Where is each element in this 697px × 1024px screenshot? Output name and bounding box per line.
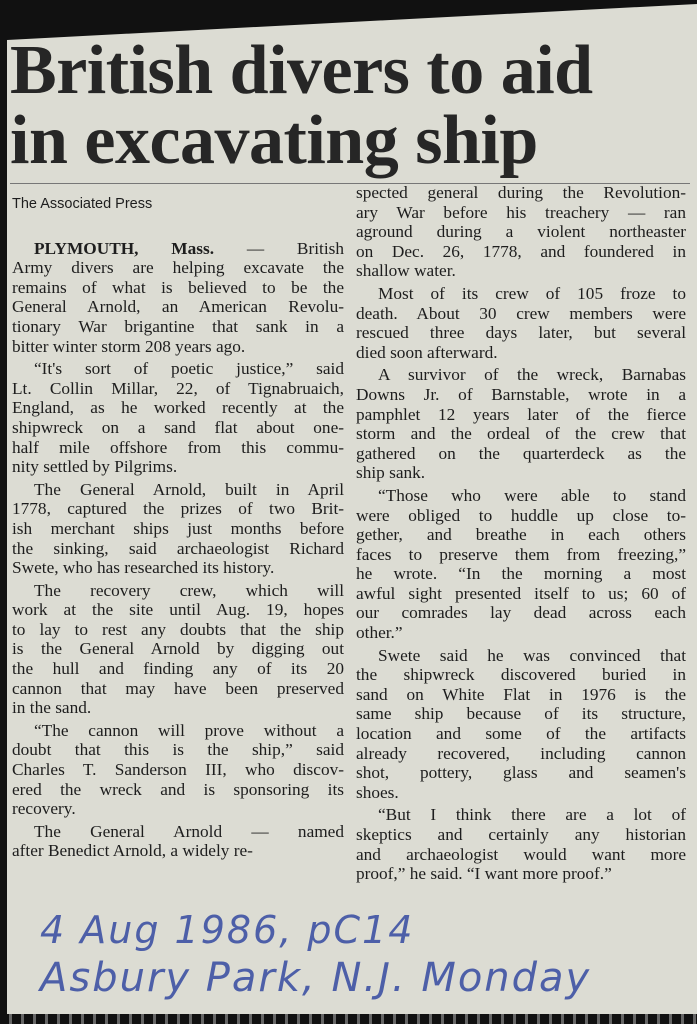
line-text: The General Arnold — named xyxy=(34,821,344,841)
line-text: “It's sort of poetic justice,” said xyxy=(34,359,344,379)
line-text: — British xyxy=(246,238,344,258)
text-line xyxy=(356,744,686,764)
text-line xyxy=(12,258,344,278)
text-line xyxy=(12,799,344,819)
line-text: shoes. xyxy=(356,782,399,802)
line-text: “Those who were able to stand xyxy=(378,485,686,505)
line-text: died soon afterward. xyxy=(356,342,498,362)
line-text: skeptics and certainly any historian xyxy=(356,825,686,844)
text-line xyxy=(12,558,344,578)
text-line xyxy=(12,780,344,800)
text-line xyxy=(12,841,344,861)
text-line xyxy=(12,679,344,699)
text-line xyxy=(356,724,686,744)
text-line xyxy=(12,379,344,399)
scan-bottom-edge xyxy=(0,1014,697,1024)
text-line xyxy=(356,584,686,604)
line-text: in the sand. xyxy=(12,698,92,718)
text-line xyxy=(12,398,344,418)
headline-line-2: in excavating ship xyxy=(10,102,538,179)
line-text: Lt. Collin Millar, 22, of Tignabruaich, xyxy=(12,378,344,398)
headline xyxy=(10,32,690,179)
text-line xyxy=(12,620,344,640)
line-text: location and some of the artifacts xyxy=(356,724,686,744)
text-line xyxy=(356,183,686,203)
line-text: on Dec. 26, 1778, and foundered in xyxy=(356,241,686,261)
handwritten-source-note: Asbury Park, N.J. Monday xyxy=(40,955,592,1001)
line-text: same ship because of its structure, xyxy=(356,704,686,724)
line-text: faces to preserve them from freezing,” xyxy=(356,544,686,564)
line-text: ary War before his treachery — ran xyxy=(356,202,686,222)
text-line xyxy=(356,864,686,884)
text-line xyxy=(356,284,686,304)
article-paragraph xyxy=(12,359,344,477)
line-text: Charles T. Sanderson III, who discov- xyxy=(12,760,344,780)
text-line xyxy=(12,822,344,842)
text-line xyxy=(12,359,344,379)
line-text: Army divers are helping excavate the xyxy=(12,258,344,278)
text-line xyxy=(356,405,686,425)
text-line xyxy=(12,721,344,741)
line-text: remains of what is believed to be the xyxy=(12,277,344,297)
article-paragraph xyxy=(12,721,344,819)
text-line xyxy=(12,438,344,458)
line-text: shot, pottery, glass and seamen's xyxy=(356,763,686,783)
text-line xyxy=(356,424,686,444)
article-paragraph xyxy=(356,486,686,643)
line-text: “But I think there are a lot of xyxy=(378,805,686,825)
article-paragraph xyxy=(356,365,686,483)
dateline: PLYMOUTH, Mass. xyxy=(34,238,215,258)
line-text: the sinking, said archaeologist Richard xyxy=(12,538,344,558)
text-line xyxy=(12,480,344,500)
line-text: Swete said he was convinced that xyxy=(378,645,686,665)
line-text: awful sight presented itself to us; 60 of xyxy=(356,583,686,603)
article-paragraph xyxy=(356,183,686,281)
line-text: tionary War brigantine that sank in a xyxy=(12,316,344,336)
line-text: to lay to rest any doubts that the ship xyxy=(12,619,344,639)
text-line xyxy=(356,506,686,526)
text-line xyxy=(356,665,686,685)
line-text: ship sank. xyxy=(356,463,426,483)
line-text: our comrades lay dead across each xyxy=(356,603,686,623)
line-text: other.” xyxy=(356,623,403,643)
text-line xyxy=(356,763,686,783)
line-text: ish merchant ships just months before xyxy=(12,518,344,538)
line-text: were obliged to huddle up close to- xyxy=(356,505,686,525)
text-line xyxy=(356,203,686,223)
article-paragraph xyxy=(12,581,344,718)
text-line xyxy=(12,519,344,539)
text-line xyxy=(356,525,686,545)
text-line xyxy=(356,261,686,281)
text-line xyxy=(356,385,686,405)
text-line xyxy=(356,845,686,865)
line-text: pamphlet 12 years later of the fierce xyxy=(356,404,686,424)
line-text: ered the wreck and is sponsoring its xyxy=(12,779,344,799)
line-text: the shipwreck discovered buried in xyxy=(356,665,686,685)
text-line xyxy=(12,418,344,438)
headline-line-1: British divers to aid xyxy=(10,32,593,109)
text-line xyxy=(356,646,686,666)
text-line xyxy=(356,323,686,343)
line-text: doubt that this is the ship,” said xyxy=(12,740,344,760)
text-line xyxy=(12,317,344,337)
line-text: he wrote. “In the morning a most xyxy=(356,564,686,584)
line-text: “The cannon will prove without a xyxy=(34,720,344,740)
text-line xyxy=(356,704,686,724)
text-line xyxy=(356,825,686,845)
text-line xyxy=(356,242,686,262)
text-line xyxy=(12,337,344,357)
line-text: Swete, who has researched its history. xyxy=(12,558,275,578)
line-text: A survivor of the wreck, Barnabas xyxy=(378,365,686,385)
line-text: bitter winter storm 208 years ago. xyxy=(12,336,246,356)
text-line xyxy=(12,278,344,298)
text-line xyxy=(356,463,686,483)
text-line xyxy=(12,698,344,718)
line-text: The General Arnold, built in April xyxy=(34,479,344,499)
text-line xyxy=(356,343,686,363)
text-line xyxy=(356,805,686,825)
article-paragraph xyxy=(356,646,686,803)
line-text: is the General Arnold by digging out xyxy=(12,639,344,659)
text-line xyxy=(12,581,344,601)
line-text: half mile offshore from this commu- xyxy=(12,437,344,457)
line-text: aground during a violent northeaster xyxy=(356,222,686,242)
text-line xyxy=(356,222,686,242)
line-text: storm and the ordeal of the crew that xyxy=(356,424,686,444)
line-text: Most of its crew of 105 froze to xyxy=(378,283,686,303)
text-line xyxy=(356,783,686,803)
line-text: gathered on the quarterdeck as the xyxy=(356,443,686,463)
left-column xyxy=(12,195,344,864)
right-column xyxy=(356,183,686,887)
line-text: England, as he worked recently at the xyxy=(12,398,344,418)
text-line xyxy=(12,740,344,760)
text-line xyxy=(356,623,686,643)
line-text: sand on White Flat in 1976 is the xyxy=(356,684,686,704)
text-line xyxy=(12,639,344,659)
line-text: proof,” he said. “I want more proof.” xyxy=(356,864,612,884)
text-line xyxy=(12,600,344,620)
text-line xyxy=(12,659,344,679)
line-text: gether, and breathe in each others xyxy=(356,525,686,545)
line-text: the hull and finding any of its 20 xyxy=(12,659,344,679)
line-text: work at the site until Aug. 19, hopes xyxy=(12,600,344,620)
article-paragraph xyxy=(12,480,344,578)
text-line xyxy=(12,760,344,780)
line-text: after Benedict Arnold, a widely re- xyxy=(12,841,253,861)
text-line xyxy=(356,365,686,385)
text-line xyxy=(12,297,344,317)
article-paragraph xyxy=(12,239,344,357)
line-text: General Arnold, an American Revolu- xyxy=(12,297,344,317)
line-text: already recovered, including cannon xyxy=(356,743,686,763)
text-line xyxy=(12,499,344,519)
line-text: nity settled by Pilgrims. xyxy=(12,457,178,477)
text-line xyxy=(356,603,686,623)
article-paragraph xyxy=(356,805,686,883)
text-line xyxy=(12,539,344,559)
handwritten-date-note: 4 Aug 1986, pC14 xyxy=(40,908,415,952)
line-text: The recovery crew, which will xyxy=(34,580,344,600)
line-text: rescued three days later, but several xyxy=(356,323,686,343)
line-text: shallow water. xyxy=(356,261,456,281)
article-paragraph xyxy=(12,822,344,861)
line-text: and archaeologist would want more xyxy=(356,844,686,864)
text-line xyxy=(12,457,344,477)
text-line xyxy=(356,685,686,705)
byline: The Associated Press xyxy=(12,196,153,212)
article-paragraph xyxy=(356,284,686,362)
text-line xyxy=(12,239,344,259)
text-line xyxy=(356,545,686,565)
text-line xyxy=(356,486,686,506)
line-text: spected general during the Revolution- xyxy=(356,183,686,202)
line-text: recovery. xyxy=(12,799,76,819)
text-line xyxy=(356,304,686,324)
line-text: 1778, captured the prizes of two Brit- xyxy=(12,499,344,519)
line-text: death. About 30 crew members were xyxy=(356,303,686,323)
line-text: shipwreck on a sand flat about one- xyxy=(12,417,344,437)
text-line xyxy=(356,444,686,464)
text-line xyxy=(356,564,686,584)
line-text: cannon that may have been preserved xyxy=(12,678,344,698)
line-text: Downs Jr. of Barnstable, wrote in a xyxy=(356,384,686,404)
